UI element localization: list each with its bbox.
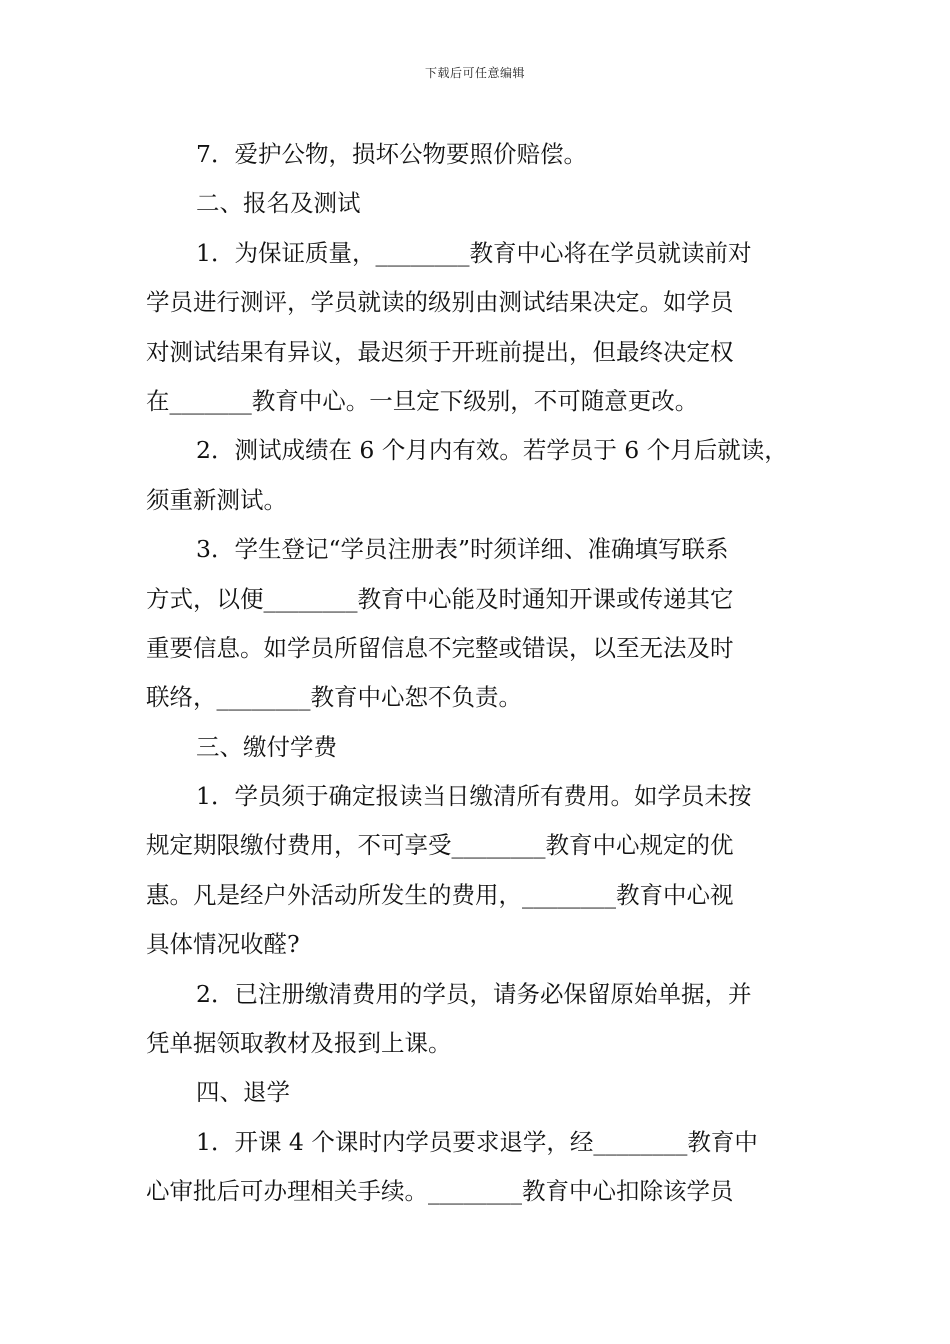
text-line: 惠。凡是经户外活动所发生的费用，________教育中心视 bbox=[146, 880, 734, 909]
text-line: 1．为保证质量，________教育中心将在学员就读前对 bbox=[196, 238, 752, 267]
document-body bbox=[146, 130, 810, 1217]
text-line: 重要信息。如学员所留信息不完整或错误，以至无法及时 bbox=[146, 633, 734, 662]
text-line: 1．学员须于确定报读当日缴清所有费用。如学员未按 bbox=[196, 782, 752, 811]
text-line: 2．测试成绩在 6 个月内有效。若学员于 6 个月后就读， bbox=[196, 436, 788, 465]
text-line: 方式，以便________教育中心能及时通知开课或传递其它 bbox=[146, 584, 734, 613]
text-line: 学员进行测评，学员就读的级别由测试结果决定。如学员 bbox=[146, 288, 734, 317]
text-line: 二、报名及测试 bbox=[196, 189, 361, 218]
text-line: 3．学生登记“学员注册表”时须详细、准确填写联系 bbox=[196, 535, 729, 564]
text-line: 联络，________教育中心恕不负责。 bbox=[146, 683, 522, 712]
text-line: 具体情况收醛? bbox=[146, 930, 300, 959]
text-line: 四、退学 bbox=[196, 1078, 290, 1107]
text-line: 三、缴付学费 bbox=[196, 732, 337, 761]
text-line: 规定期限缴付费用，不可享受________教育中心规定的优 bbox=[146, 831, 734, 860]
header-note: 下载后可任意编辑 bbox=[424, 66, 525, 80]
text-line: 对测试结果有异议，最迟须于开班前提出，但最终决定权 bbox=[146, 337, 734, 366]
text-line: 心审批后可办理相关手续。________教育中心扣除该学员 bbox=[146, 1177, 734, 1206]
text-line: 7．爱护公物，损坏公物要照价赔偿。 bbox=[196, 140, 587, 168]
text-line: 须重新测试。 bbox=[146, 485, 287, 514]
text-line: 凭单据领取教材及报到上课。 bbox=[146, 1029, 452, 1058]
text-line: 在_______教育中心。一旦定下级别，不可随意更改。 bbox=[146, 386, 699, 415]
text-line: 1．开课 4 个课时内学员要求退学，经________教育中 bbox=[196, 1127, 758, 1156]
text-line: 2．已注册缴清费用的学员，请务必保留原始单据，并 bbox=[196, 979, 752, 1008]
